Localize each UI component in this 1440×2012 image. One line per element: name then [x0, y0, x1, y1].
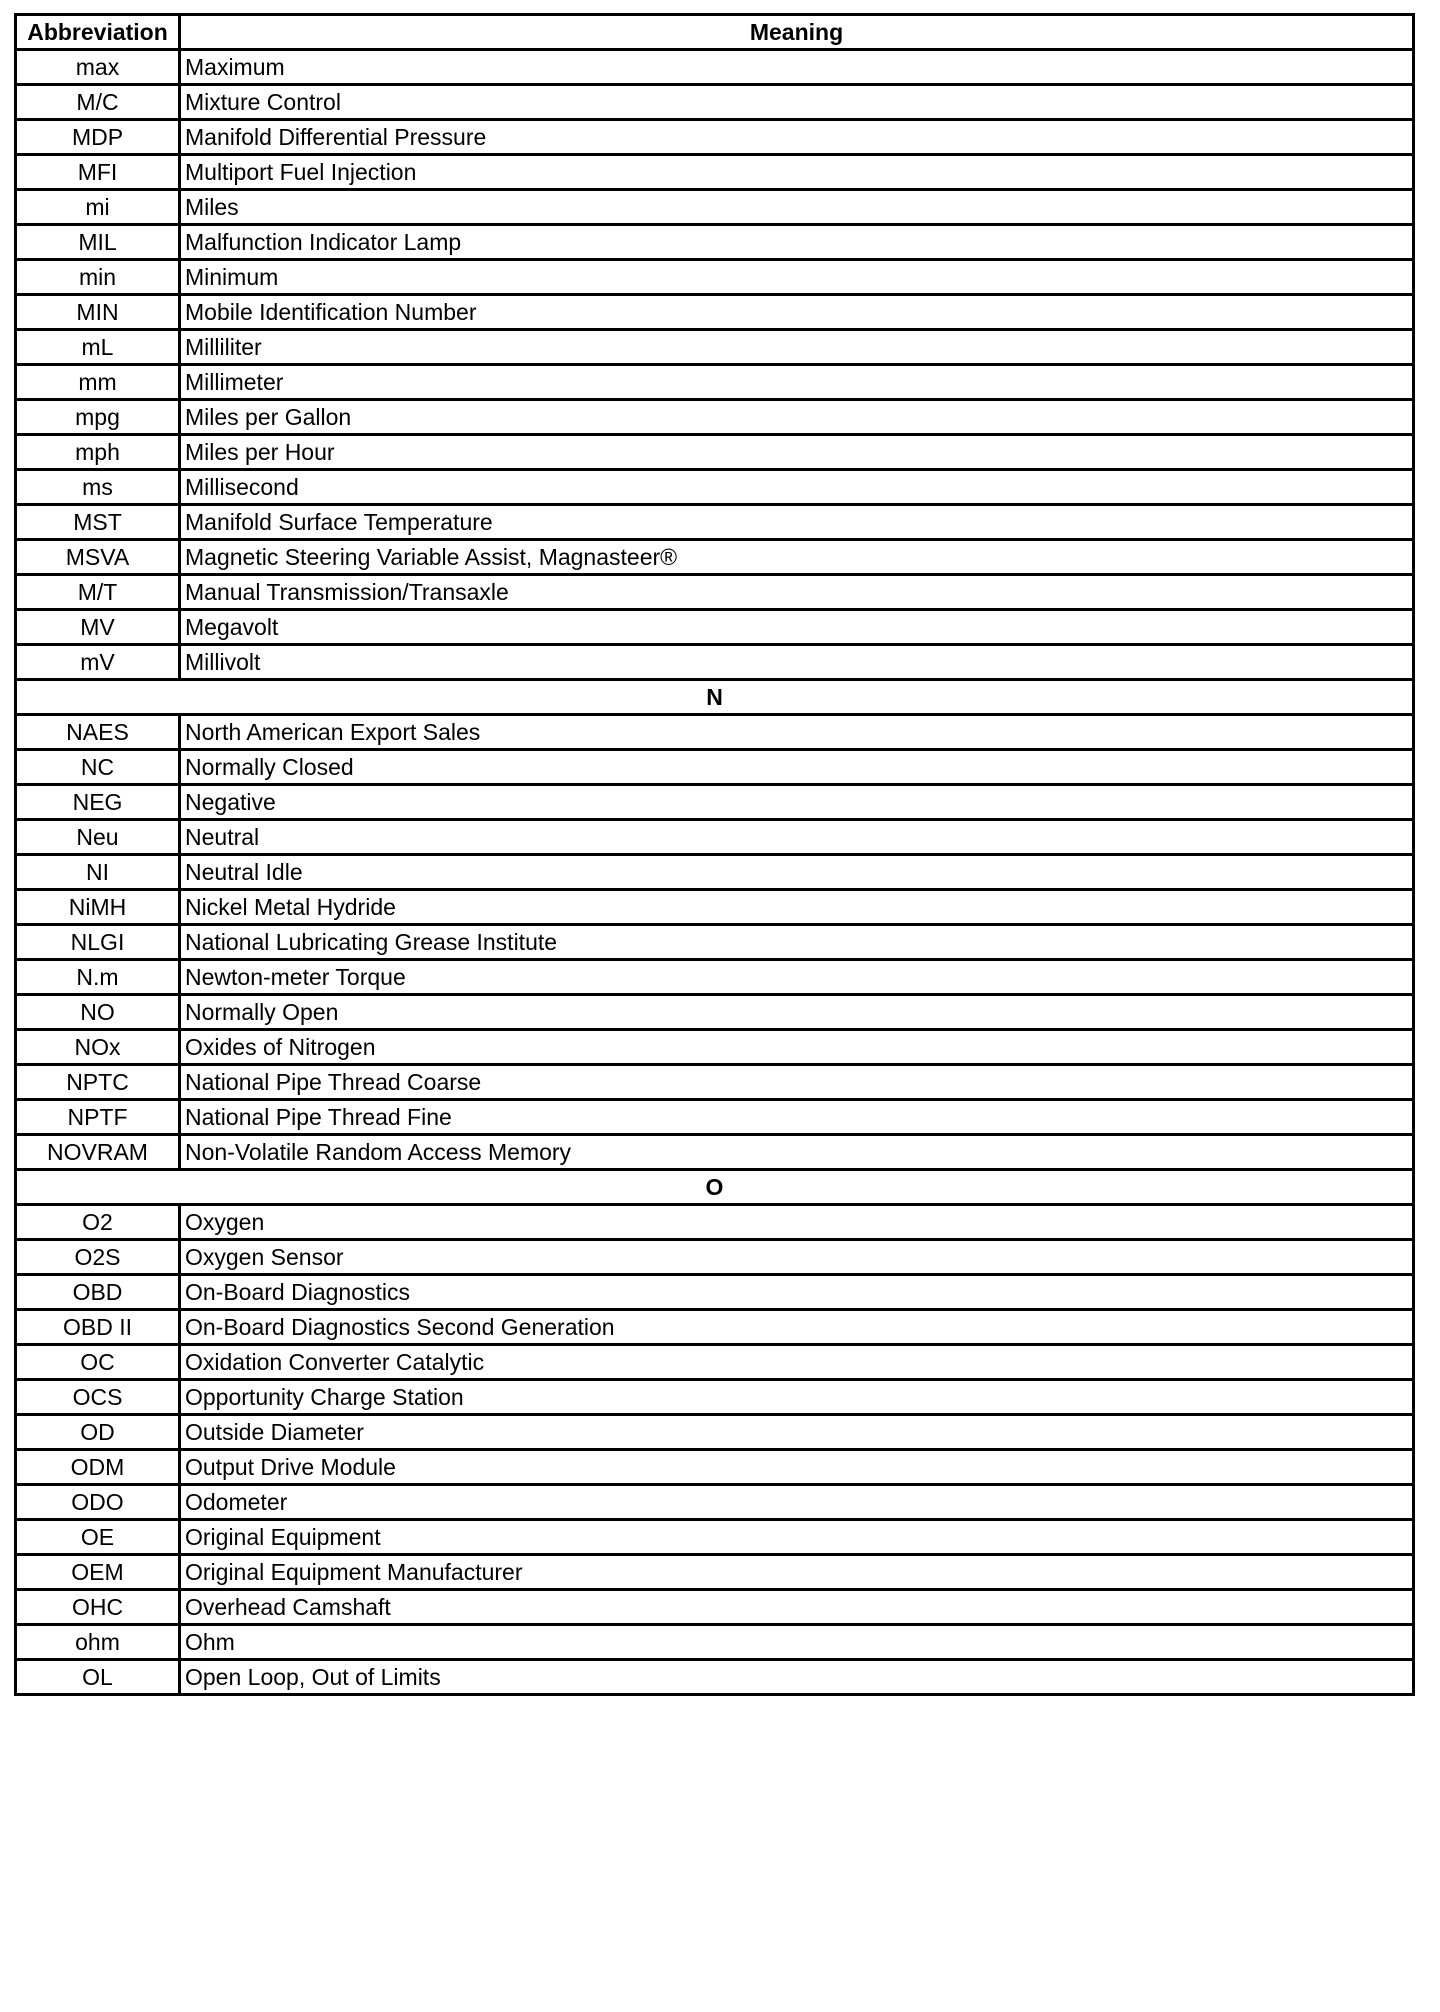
- table-row: [16, 1555, 1414, 1590]
- abbreviation-cell: MST: [16, 505, 180, 540]
- header-meaning: Meaning: [180, 15, 1414, 50]
- abbreviation-cell: mpg: [16, 400, 180, 435]
- meaning-cell: Millivolt: [180, 645, 1414, 680]
- table-row: [16, 470, 1414, 505]
- table-row: [16, 295, 1414, 330]
- abbreviation-cell: NOVRAM: [16, 1135, 180, 1170]
- table-row: [16, 1415, 1414, 1450]
- meaning-cell: Non-Volatile Random Access Memory: [180, 1135, 1414, 1170]
- abbreviation-cell: NC: [16, 750, 180, 785]
- meaning-cell: Mixture Control: [180, 85, 1414, 120]
- section-row: [16, 680, 1414, 715]
- table-row: [16, 1100, 1414, 1135]
- abbreviation-cell: NLGI: [16, 925, 180, 960]
- table-row: [16, 645, 1414, 680]
- abbreviation-cell: mph: [16, 435, 180, 470]
- table-row: [16, 1485, 1414, 1520]
- meaning-cell: Millimeter: [180, 365, 1414, 400]
- meaning-cell: Oxides of Nitrogen: [180, 1030, 1414, 1065]
- table-row: [16, 1345, 1414, 1380]
- table-row: [16, 540, 1414, 575]
- abbreviation-cell: O2S: [16, 1240, 180, 1275]
- abbreviation-cell: OC: [16, 1345, 180, 1380]
- table-row: [16, 1520, 1414, 1555]
- table-row: [16, 890, 1414, 925]
- meaning-cell: North American Export Sales: [180, 715, 1414, 750]
- meaning-cell: Newton-meter Torque: [180, 960, 1414, 995]
- meaning-cell: Milliliter: [180, 330, 1414, 365]
- meaning-cell: On-Board Diagnostics: [180, 1275, 1414, 1310]
- meaning-cell: Manual Transmission/Transaxle: [180, 575, 1414, 610]
- abbreviation-cell: mV: [16, 645, 180, 680]
- table-row: [16, 1625, 1414, 1660]
- abbreviation-cell: ms: [16, 470, 180, 505]
- meaning-cell: Odometer: [180, 1485, 1414, 1520]
- meaning-cell: On-Board Diagnostics Second Generation: [180, 1310, 1414, 1345]
- abbreviation-cell: OL: [16, 1660, 180, 1695]
- meaning-cell: Minimum: [180, 260, 1414, 295]
- table-row: [16, 855, 1414, 890]
- abbreviation-cell: mi: [16, 190, 180, 225]
- meaning-cell: Miles per Hour: [180, 435, 1414, 470]
- abbreviation-cell: OE: [16, 1520, 180, 1555]
- meaning-cell: Original Equipment Manufacturer: [180, 1555, 1414, 1590]
- abbreviation-cell: M/T: [16, 575, 180, 610]
- meaning-cell: Neutral Idle: [180, 855, 1414, 890]
- abbreviation-cell: NI: [16, 855, 180, 890]
- abbreviation-cell: ODO: [16, 1485, 180, 1520]
- table-row: [16, 785, 1414, 820]
- meaning-cell: Open Loop, Out of Limits: [180, 1660, 1414, 1695]
- abbreviation-cell: MIL: [16, 225, 180, 260]
- meaning-cell: Oxygen: [180, 1205, 1414, 1240]
- abbreviation-cell: OCS: [16, 1380, 180, 1415]
- meaning-cell: Normally Closed: [180, 750, 1414, 785]
- table-row: [16, 435, 1414, 470]
- abbreviation-cell: OBD II: [16, 1310, 180, 1345]
- meaning-cell: Ohm: [180, 1625, 1414, 1660]
- abbreviation-cell: MFI: [16, 155, 180, 190]
- table-row: [16, 1380, 1414, 1415]
- table-row: [16, 1240, 1414, 1275]
- table-row: [16, 190, 1414, 225]
- table-row: [16, 925, 1414, 960]
- meaning-cell: Oxidation Converter Catalytic: [180, 1345, 1414, 1380]
- meaning-cell: Nickel Metal Hydride: [180, 890, 1414, 925]
- table-row: [16, 715, 1414, 750]
- abbreviation-cell: OEM: [16, 1555, 180, 1590]
- table-row: [16, 1450, 1414, 1485]
- table-row: [16, 120, 1414, 155]
- abbreviation-cell: OBD: [16, 1275, 180, 1310]
- abbreviation-cell: NPTF: [16, 1100, 180, 1135]
- abbreviation-cell: OHC: [16, 1590, 180, 1625]
- meaning-cell: Neutral: [180, 820, 1414, 855]
- meaning-cell: Multiport Fuel Injection: [180, 155, 1414, 190]
- table-row: [16, 750, 1414, 785]
- abbreviation-cell: NPTC: [16, 1065, 180, 1100]
- table-row: [16, 1205, 1414, 1240]
- table-row: [16, 1065, 1414, 1100]
- section-row: [16, 1170, 1414, 1205]
- abbreviation-cell: NOx: [16, 1030, 180, 1065]
- table-row: [16, 225, 1414, 260]
- abbreviation-cell: NiMH: [16, 890, 180, 925]
- table-row: [16, 505, 1414, 540]
- meaning-cell: Mobile Identification Number: [180, 295, 1414, 330]
- table-header-row: [16, 15, 1414, 50]
- table-row: [16, 365, 1414, 400]
- meaning-cell: Output Drive Module: [180, 1450, 1414, 1485]
- abbreviation-cell: NEG: [16, 785, 180, 820]
- abbreviation-cell: mL: [16, 330, 180, 365]
- table-row: [16, 995, 1414, 1030]
- table-row: [16, 155, 1414, 190]
- table-row: [16, 1135, 1414, 1170]
- section-heading: N: [16, 680, 1414, 715]
- header-abbreviation: Abbreviation: [16, 15, 180, 50]
- meaning-cell: Manifold Differential Pressure: [180, 120, 1414, 155]
- table-row: [16, 260, 1414, 295]
- abbreviation-cell: NO: [16, 995, 180, 1030]
- table-row: [16, 50, 1414, 85]
- table-row: [16, 1590, 1414, 1625]
- table-row: [16, 1275, 1414, 1310]
- table-row: [16, 1030, 1414, 1065]
- meaning-cell: Negative: [180, 785, 1414, 820]
- abbreviation-table: [14, 13, 1415, 1696]
- meaning-cell: Opportunity Charge Station: [180, 1380, 1414, 1415]
- meaning-cell: Miles per Gallon: [180, 400, 1414, 435]
- table-row: [16, 820, 1414, 855]
- table-row: [16, 610, 1414, 645]
- abbreviation-cell: MDP: [16, 120, 180, 155]
- meaning-cell: Oxygen Sensor: [180, 1240, 1414, 1275]
- meaning-cell: Miles: [180, 190, 1414, 225]
- section-heading: O: [16, 1170, 1414, 1205]
- table-row: [16, 575, 1414, 610]
- meaning-cell: National Pipe Thread Coarse: [180, 1065, 1414, 1100]
- abbreviation-cell: max: [16, 50, 180, 85]
- table-row: [16, 330, 1414, 365]
- table-row: [16, 85, 1414, 120]
- meaning-cell: Maximum: [180, 50, 1414, 85]
- abbreviation-cell: M/C: [16, 85, 180, 120]
- meaning-cell: Megavolt: [180, 610, 1414, 645]
- table-body: [16, 50, 1414, 1695]
- abbreviation-cell: Neu: [16, 820, 180, 855]
- abbreviation-cell: O2: [16, 1205, 180, 1240]
- table-row: [16, 1660, 1414, 1695]
- meaning-cell: Outside Diameter: [180, 1415, 1414, 1450]
- table-row: [16, 400, 1414, 435]
- meaning-cell: Magnetic Steering Variable Assist, Magnasteer®: [180, 540, 1414, 575]
- abbreviation-cell: MIN: [16, 295, 180, 330]
- meaning-cell: National Pipe Thread Fine: [180, 1100, 1414, 1135]
- abbreviation-cell: min: [16, 260, 180, 295]
- abbreviation-cell: MSVA: [16, 540, 180, 575]
- abbreviation-cell: ohm: [16, 1625, 180, 1660]
- meaning-cell: Normally Open: [180, 995, 1414, 1030]
- abbreviation-cell: NAES: [16, 715, 180, 750]
- meaning-cell: Malfunction Indicator Lamp: [180, 225, 1414, 260]
- abbreviation-cell: ODM: [16, 1450, 180, 1485]
- abbreviation-cell: MV: [16, 610, 180, 645]
- table-row: [16, 960, 1414, 995]
- meaning-cell: Millisecond: [180, 470, 1414, 505]
- abbreviation-cell: mm: [16, 365, 180, 400]
- meaning-cell: Original Equipment: [180, 1520, 1414, 1555]
- meaning-cell: Manifold Surface Temperature: [180, 505, 1414, 540]
- abbreviation-cell: OD: [16, 1415, 180, 1450]
- table-row: [16, 1310, 1414, 1345]
- meaning-cell: National Lubricating Grease Institute: [180, 925, 1414, 960]
- abbreviation-cell: N.m: [16, 960, 180, 995]
- meaning-cell: Overhead Camshaft: [180, 1590, 1414, 1625]
